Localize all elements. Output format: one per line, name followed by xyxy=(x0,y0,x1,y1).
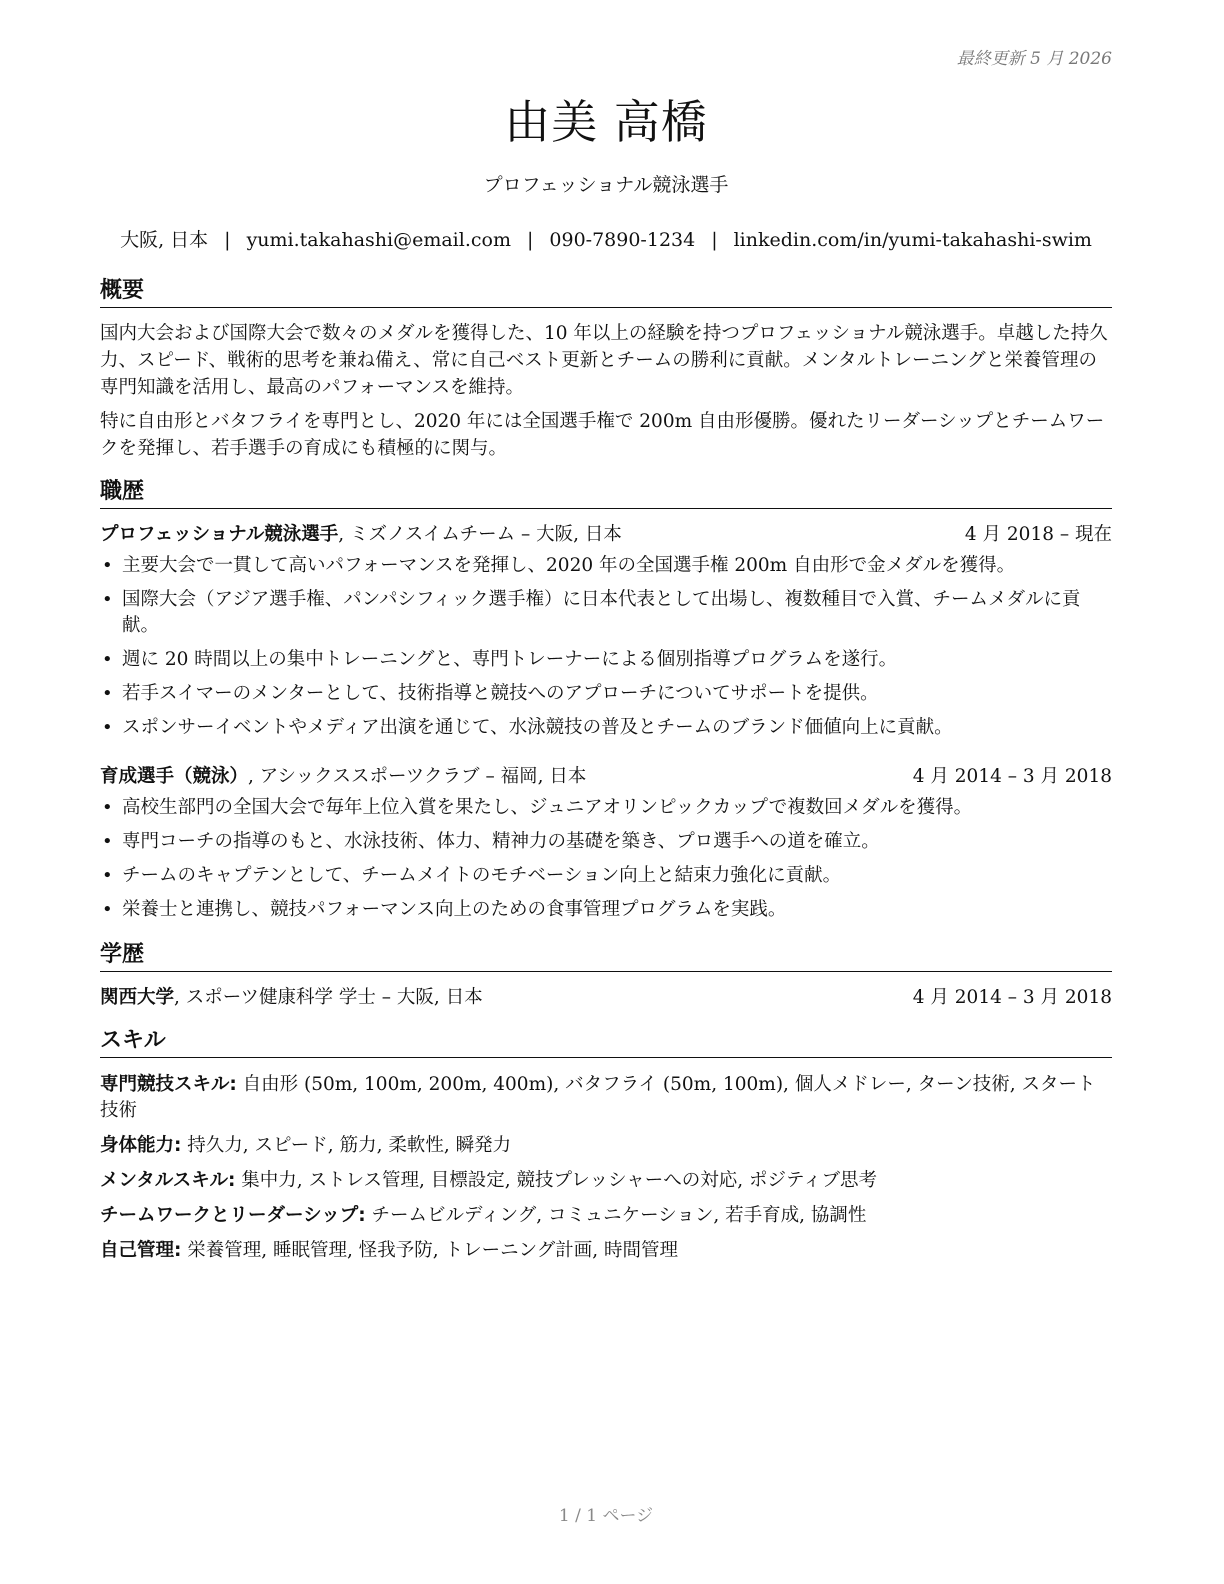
job-bullets xyxy=(100,795,1112,931)
bullet-icon: • xyxy=(102,865,113,886)
skill-value: チームビルディング, コミュニケーション, 若手育成, 協調性 xyxy=(365,1205,867,1226)
job-dates: 4 月 2018 – 現在 xyxy=(964,524,1112,545)
bullet-text: 栄養士と連携し、競技パフォーマンス向上のための食事管理プログラムを実践。 xyxy=(122,899,787,920)
job-title: 育成選手（競泳） xyxy=(100,766,249,787)
contact-location: 大阪, 日本 xyxy=(120,229,209,251)
job-dates: 4 月 2014 – 3 月 2018 xyxy=(912,766,1112,787)
education-dates: 4 月 2014 – 3 月 2018 xyxy=(912,987,1112,1008)
skill-line xyxy=(100,1133,1112,1159)
skill-label: メンタルスキル: xyxy=(100,1170,236,1191)
bullet-text: 若手スイマーのメンターとして、技術指導と競技へのアプローチについてサポートを提供。 xyxy=(122,683,879,704)
job-header xyxy=(100,522,1112,548)
list-item xyxy=(100,681,1112,707)
skill-label: 自己管理: xyxy=(100,1240,182,1261)
bullet-icon: • xyxy=(102,717,113,738)
job-title: プロフェッショナル競泳選手 xyxy=(100,524,339,545)
bullet-icon: • xyxy=(102,683,113,704)
bullet-text: 国際大会（アジア選手権、パンパシフィック選手権）に日本代表として出場し、複数種目で入賞、チームメダルに貢献。 xyxy=(122,589,1081,636)
page-indicator: 1 / 1 ページ xyxy=(558,1506,654,1526)
section-title-skills: スキル xyxy=(100,1027,1112,1058)
job-org: , ミズノスイムチーム – 大阪, 日本 xyxy=(338,524,622,545)
last-updated: 最終更新 5 月 2026 xyxy=(956,49,1112,69)
candidate-subtitle: プロフェッショナル競泳選手 xyxy=(483,174,729,196)
skill-label: 身体能力: xyxy=(100,1135,182,1156)
skill-line xyxy=(100,1168,1112,1194)
skill-line xyxy=(100,1238,1112,1264)
list-item xyxy=(100,863,1112,889)
summary-paragraph: 国内大会および国際大会で数々のメダルを獲得した、10 年以上の経験を持つプロフェッショナル競泳選手。卓越した持久力、スピード、戦術的思考を兼ね備え、常に自己ベスト更新とチームの勝利に貢献。メンタルトレーニングと栄養管理の専門知識を活用し、最高のパフォーマンスを維持。 xyxy=(100,323,1108,398)
candidate-name: 由美 高橋 xyxy=(504,95,708,149)
contact-separator: | xyxy=(224,229,231,251)
skill-value: 自由形 (50m, 100m, 200m, 400m), バタフライ (50m, 100m), 個人メドレー, ターン技術, スタート技術 xyxy=(100,1074,1096,1121)
section-title-education: 学歴 xyxy=(100,941,1112,972)
summary-paragraph: 特に自由形とバタフライを専門とし、2020 年には全国選手権で 200m 自由形優勝。優れたリーダーシップとチームワークを発揮し、若手選手の育成にも積極的に関与。 xyxy=(100,411,1105,459)
bullet-text: 高校生部門の全国大会で毎年上位入賞を果たし、ジュニアオリンピックカップで複数回メダルを獲得。 xyxy=(122,797,973,818)
bullet-text: 専門コーチの指導のもと、水泳技術、体力、精神力の基礎を築き、プロ選手への道を確立。 xyxy=(122,831,880,852)
bullet-text: スポンサーイベントやメディア出演を通じて、水泳競技の普及とチームのブランド価値向上に貢献。 xyxy=(122,717,953,738)
skill-label: 専門競技スキル: xyxy=(100,1074,237,1095)
bullet-icon: • xyxy=(102,649,113,670)
skill-value: 集中力, ストレス管理, 目標設定, 競技プレッシャーへの対応, ポジティブ思考 xyxy=(235,1170,878,1191)
contact-separator: | xyxy=(526,229,534,251)
skill-line xyxy=(100,1072,1112,1124)
bullet-icon: • xyxy=(102,899,113,920)
section-title-summary: 概要 xyxy=(100,277,1112,308)
bullet-icon: • xyxy=(102,589,113,610)
skill-line xyxy=(100,1203,1112,1229)
resume-page xyxy=(100,0,1112,1584)
bullet-text: 主要大会で一貫して高いパフォーマンスを発揮し、2020 年の全国選手権 200m 自由形で金メダルを獲得。 xyxy=(122,555,1016,576)
skill-value: 持久力, スピード, 筋力, 柔軟性, 瞬発力 xyxy=(181,1135,512,1156)
list-item xyxy=(100,587,1112,639)
list-item xyxy=(100,647,1112,673)
list-item xyxy=(100,795,1112,821)
skill-value: 栄養管理, 睡眠管理, 怪我予防, トレーニング計画, 時間管理 xyxy=(181,1240,678,1261)
education-detail: , スポーツ健康科学 学士 – 大阪, 日本 xyxy=(174,987,483,1008)
bullet-text: チームのキャプテンとして、チームメイトのモチベーション向上と結束力強化に貢献。 xyxy=(122,865,842,886)
skill-label: チームワークとリーダーシップ: xyxy=(100,1205,366,1226)
job-bullets xyxy=(100,553,1112,749)
bullet-icon: • xyxy=(102,831,113,852)
list-item xyxy=(100,829,1112,855)
contact-line xyxy=(100,225,1112,252)
contact-email[interactable]: yumi.takahashi@email.com xyxy=(246,229,511,251)
bullet-icon: • xyxy=(102,797,113,818)
list-item xyxy=(100,553,1112,579)
contact-phone[interactable]: 090-7890-1234 xyxy=(549,229,696,251)
section-title-experience: 職歴 xyxy=(100,478,1112,509)
education-school: 関西大学 xyxy=(100,987,175,1008)
contact-separator: | xyxy=(711,229,718,251)
education-entry xyxy=(100,985,1112,1011)
list-item xyxy=(100,715,1112,741)
bullet-icon: • xyxy=(102,555,113,576)
bullet-text: 週に 20 時間以上の集中トレーニングと、専門トレーナーによる個別指導プログラムを遂行。 xyxy=(122,649,898,670)
list-item xyxy=(100,897,1112,923)
job-org: , アシックススポーツクラブ – 福岡, 日本 xyxy=(248,766,587,787)
contact-linkedin[interactable]: linkedin.com/in/yumi-takahashi-swim xyxy=(733,229,1092,251)
job-header xyxy=(100,764,1112,790)
